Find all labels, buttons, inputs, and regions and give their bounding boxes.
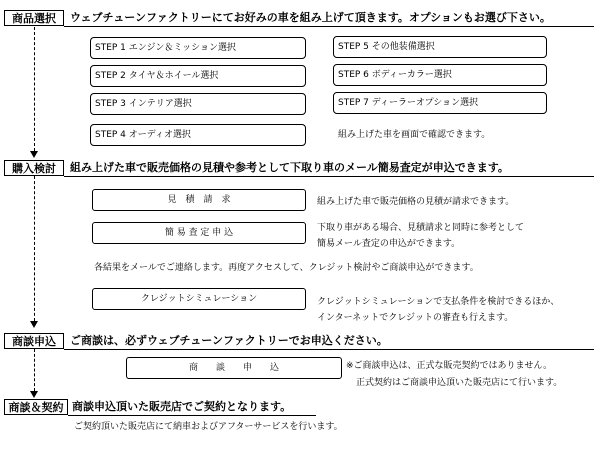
section-rule-purchase <box>64 176 594 177</box>
step-4-button[interactable]: STEP 4 オーディオ選択 <box>90 124 306 146</box>
step-3-button[interactable]: STEP 3 インテリア選択 <box>90 93 306 115</box>
section-tag-product: 商品選択 <box>4 10 64 26</box>
step-5-button[interactable]: STEP 5 その他装備選択 <box>333 36 547 58</box>
step-7-button[interactable]: STEP 7 ディーラーオプション選択 <box>333 92 547 114</box>
section-rule-negotiation <box>64 349 594 350</box>
section-heading-product: ウェブチューンファクトリーにてお好みの車を組み上げて頂きます。オプションもお選び下さい。 <box>70 11 551 24</box>
section-rule-product <box>64 26 594 27</box>
appraisal-description-line2: 簡易メール査定の申込ができます。 <box>317 239 461 249</box>
section-heading-purchase: 組み上げた車で販売価格の見積や参考として下取り車のメール簡易査定が申込できます。 <box>70 161 509 174</box>
step-6-button[interactable]: STEP 6 ボディーカラー選択 <box>333 64 547 86</box>
step-2-button[interactable]: STEP 2 タイヤ＆ホイール選択 <box>90 65 306 87</box>
contract-description: ご契約頂いた販売店にて納車およびアフターサービスを行います。 <box>74 422 343 432</box>
section-tag-negotiation: 商談申込 <box>4 333 64 349</box>
negotiate-note-line1: ※ご商談申込は、正式な販売契約ではありません。 <box>346 361 553 371</box>
appraisal-button[interactable]: 簡 易 査 定 申 込 <box>92 222 306 244</box>
credit-description-line2: インターネットでクレジットの審査も行えます。 <box>317 313 514 323</box>
section-heading-negotiation: ご商談は、必ずウェブチューンファクトリーでお申込ください。 <box>70 334 388 347</box>
flow-arrow-2 <box>30 321 38 328</box>
section-tag-purchase: 購入検討 <box>4 160 64 176</box>
step-1-button[interactable]: STEP 1 エンジン＆ミッション選択 <box>90 37 306 59</box>
results-notice: 各結果をメールでご連絡します。再度アクセスして、クレジット検討やご商談申込ができます。 <box>94 263 479 273</box>
flow-line-1 <box>34 27 35 151</box>
flow-arrow-3 <box>30 391 38 398</box>
section-heading-contract: 商談申込頂いた販売店でご契約となります。 <box>72 400 292 413</box>
credit-description-line1: クレジットシミュレーションで支払条件を検討できるほか、 <box>317 297 560 307</box>
estimate-button[interactable]: 見 積 請 求 <box>92 189 306 211</box>
flow-line-2 <box>34 176 35 321</box>
flow-arrow-1 <box>30 151 38 158</box>
section-rule-contract <box>68 415 316 416</box>
credit-simulation-button[interactable]: クレジットシミュレーション <box>92 288 306 310</box>
flow-line-3 <box>34 349 35 391</box>
estimate-description: 組み上げた車で販売価格の見積が請求できます。 <box>317 197 515 207</box>
section-tag-contract: 商談＆契約 <box>4 399 68 415</box>
confirm-text: 組み上げた車を画面で確認できます。 <box>338 130 491 140</box>
negotiate-note-line2: 正式契約はご商談申込頂いた販売店にて行います。 <box>356 378 563 388</box>
negotiate-button[interactable]: 商 談 申 込 <box>126 357 342 379</box>
appraisal-description-line1: 下取り車がある場合、見積請求と同時に参考として <box>317 223 525 233</box>
